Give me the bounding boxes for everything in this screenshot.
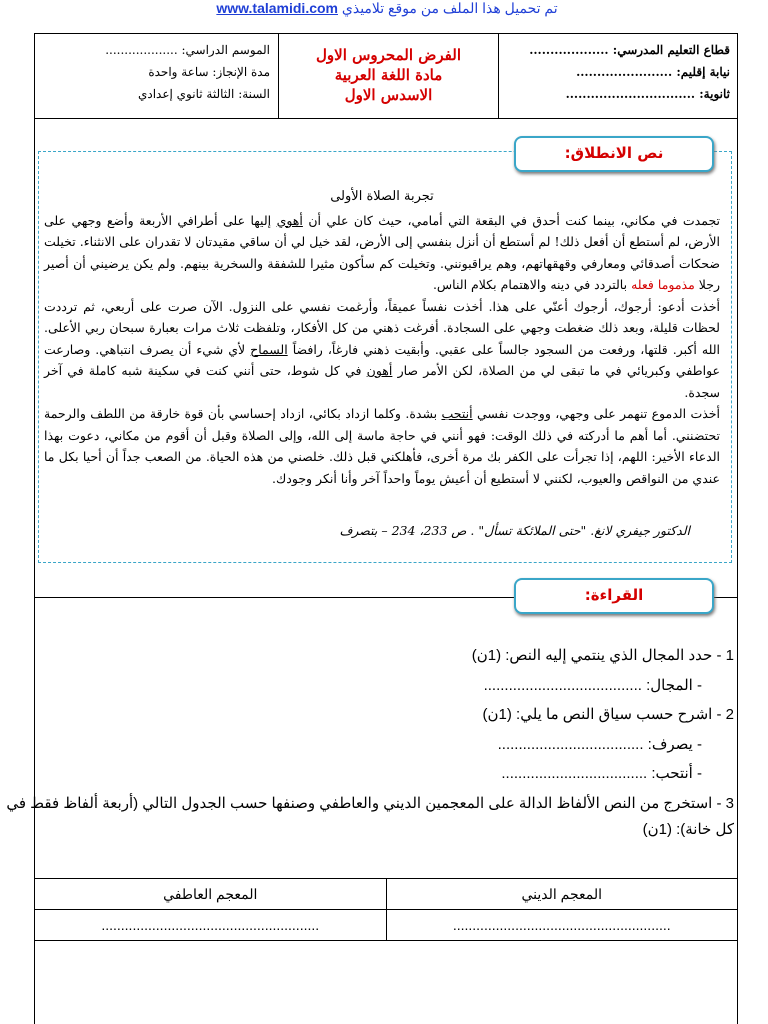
table-row: [35, 910, 738, 941]
exam-semester: الاسدس الاول: [344, 86, 433, 104]
answer-cell-emotional[interactable]: ........................................................: [35, 910, 387, 941]
answer-cell-religious[interactable]: ........................................................: [386, 910, 738, 941]
col-emotional-lexicon: المعجم العاطفي: [35, 879, 387, 910]
lexicon-table: [34, 878, 738, 941]
header-duration: مدة الإنجاز: ساعة واحدة: [148, 65, 270, 79]
highlighted-phrase: مذموما فعله: [631, 277, 695, 292]
section-label-starting-text: نص الانطلاق:: [514, 136, 714, 172]
download-banner: [0, 0, 768, 20]
underlined-word: أهون: [366, 363, 393, 378]
underlined-word: السماح: [250, 341, 288, 357]
header-year-info: [34, 33, 278, 118]
passage-title: تجربة الصلاة الأولى: [330, 189, 434, 204]
passage-paragraph-3: أخذت الدموع تنهمر على وجهي، ووجدت نفسي أنتحب بشدة. وكلما ازداد بكائي، ازداد إحساسي بأن قوة خارقة من اللطف والرحمة تحتضنني. أما أهم ما أدركته في ذلك الوقت: فهو أنني في حاجة ماسة إلى الله، وإلى الصلاة وقبل أن أقوم من مكاني، دعوت بهذا الدعاء الأخير: اللهم، إذا تجرأت على الكفر بك مرة أخرى، فأهلكني قبل ذلك. خلصني من هذه الحياة. من الصعب جداً أن أحيا بكل ما عندي من النواقص والعيوب، لكنني لا أستطيع أن أعيش يوماً واحداً آخر وأنا أنكر وجودك.: [44, 406, 720, 486]
question-3: 3 - استخرج من النص الألفاظ الدالة على المعجمين الديني والعاطفي وصنفها حسب الجدول التالي (أربعة ألفاظ فقط في: [6, 795, 734, 812]
passage-source: الدكتور جيفري لانغ. "حتى الملائكة تسأل" . ص 233، 234 – بتصرف: [339, 523, 690, 538]
passage: [44, 186, 720, 489]
answer-line-yasrif[interactable]: - يصرف: ...................................: [497, 736, 702, 753]
header-grade: السنة: الثالثة ثانوي إعدادي: [137, 87, 270, 101]
header-school-info: [498, 33, 738, 118]
exam-title: الفرض المحروس الاول: [316, 46, 461, 64]
col-religious-lexicon: المعجم الديني: [386, 879, 738, 910]
passage-paragraph-1: تجمدت في مكاني، بينما كنت أحدق في البقعة التي أمامي، حيث كان علي أن أهوي إليها على أطرافي الأربعة وأضع وجهي على الأرض، لم أستطع أن أفعل ذلك! لم أستطع أن أنزل بنفسي إلى الأرض، لقد خيل لي أن ساقي مقيدتان لا تقدران على الانثناء. تخيلت ضحكات أصدقائي ومعارفي وقهقهاتهم، وهم يراقبونني. وتخيلت كم سأكون مثيرا للشفقة والسخرية بينهم. ولم يكن يرضيني أن أصير رجلا مذموما فعله بالتردد في دينه والاهتمام بكلام الناس.: [44, 212, 720, 292]
underlined-word: أنتحب: [441, 406, 473, 421]
header-sector: قطاع التعليم المدرسي: ...................: [529, 43, 730, 57]
question-2: 2 - اشرح حسب سياق النص ما يلي: (1ن): [482, 706, 734, 723]
answer-line-antahib[interactable]: - أنتحب: ...................................: [501, 765, 702, 782]
exam-header: [34, 33, 738, 119]
exam-subject: مادة اللغة العربية: [334, 66, 443, 84]
answer-line-field[interactable]: - المجال: ......................................: [483, 677, 702, 694]
underlined-word: أهوي: [276, 212, 303, 228]
table-header-row: [35, 879, 738, 910]
banner-text: تم تحميل هذا الملف من موقع تلاميذي: [341, 0, 558, 16]
passage-paragraph-2: أخذت أدعو: أرجوك، أرجوك أعنّي على هذا. أخذت نفساً عميقاً، وأرغمت نفسي على النزول. الآن صرت على أربعي، ثم ترددت لحظات قليلة، وبعد ذلك ضغطت وجهي على السجادة. أفرغت ذهني من كل الأفكار، وتلفظت ثلاث مرات بعبارة سبحان ربي الأعلى. الله أكبر. قلتها، ورفعت من السجود جالساً على عقبي. وأبقيت ذهني فارغاً، رافضاً السماح لأي شيء أن يصرف انتباهي. وصارعت عواطفي وكبريائي في ما تبقى لي من الصلاة، لكن الأمر صار أهون في كل شوط، حتى أنني كنت في سكينة شبه كاملة في آخر سجدة.: [44, 298, 720, 400]
header-school: ثانوية: ...............................: [565, 87, 730, 101]
header-exam-title: [278, 33, 498, 118]
question-3-cont: كل خانة): (1ن): [642, 821, 734, 838]
header-province: نيابة إقليم: .......................: [576, 65, 730, 79]
section-label-reading: القراءة:: [514, 578, 714, 614]
header-school-year: الموسم الدراسي: ...................: [105, 43, 270, 57]
question-1: 1 - حدد المجال الذي ينتمي إليه النص: (1ن): [471, 647, 734, 664]
banner-site-link[interactable]: www.talamidi.com: [216, 0, 338, 16]
